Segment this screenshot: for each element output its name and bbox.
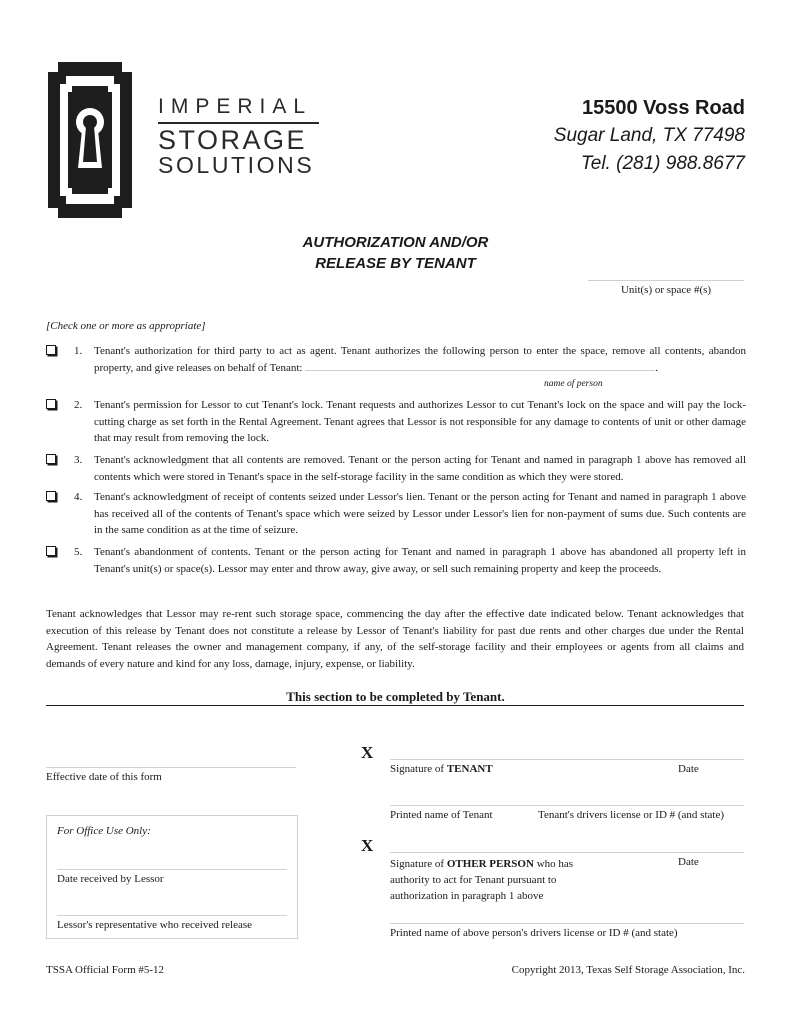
option-text: Tenant's abandonment of contents. Tenant or the person acting for Tenant and named in paragraph 1 above has abandoned all property left in Tenant's unit(s) or space(s). Lessor may enter and throw away, give away, or sell such remaining property and keep the proceeds. <box>94 546 746 575</box>
form-title <box>0 232 791 274</box>
city-state-zip: Sugar Land, TX 77498 <box>553 125 745 146</box>
representative-field[interactable] <box>57 915 287 916</box>
brand-line-solutions: SOLUTIONS <box>158 152 315 178</box>
other-printed-label: Printed name of above person's drivers license or ID # (and state) <box>390 927 678 939</box>
keyhole-icon <box>44 60 136 220</box>
office-use-box <box>46 815 298 939</box>
copyright: Copyright 2013, Texas Self Storage Association, Inc. <box>511 964 745 976</box>
option-text: Tenant's acknowledgment of receipt of contents seized under Lessor's lien. Tenant or the person acting for Tenant and named in paragraph 1 above has received all of the contents of Tenant's space which were seized by Lessor under Lessor's lien for non-payment of sums due. Such contents are in the same condition as at the time of seizure. <box>94 491 746 536</box>
date-received-label: Date received by Lessor <box>57 873 164 885</box>
option-cut-lock <box>46 397 746 447</box>
brand-wordmark <box>158 96 319 177</box>
brand-line-storage: STORAGE <box>158 125 308 155</box>
brand-line-imperial: IMPERIAL <box>158 95 313 118</box>
section-heading: This section to be completed by Tenant. <box>286 689 505 704</box>
other-signature-x-mark: X <box>361 836 374 855</box>
tenant-printed-name-field[interactable] <box>390 805 744 806</box>
title-line-2: RELEASE BY TENANT <box>315 255 476 272</box>
office-use-heading: For Office Use Only: <box>57 825 151 837</box>
brand-divider <box>158 122 319 124</box>
effective-date-field[interactable] <box>46 767 296 768</box>
signature-x-mark: X <box>361 743 374 762</box>
checkbox-option-4[interactable] <box>46 491 56 501</box>
checkbox-option-1[interactable] <box>46 345 56 355</box>
option-text: Tenant's authorization for third party to act as agent. Tenant authorizes the following person to enter the space, remove all contents, abandon property, and give releases on behalf of Tenant: <box>94 345 746 374</box>
company-address <box>554 94 745 178</box>
checkbox-option-2[interactable] <box>46 399 56 409</box>
option-text: Tenant's acknowledgment that all contents are removed. Tenant or the person acting for Tenant and named in paragraph 1 above has removed all contents which were stored in Tenant's space in the self-storage facility in the same condition as which they were stored. <box>94 454 746 483</box>
tenant-date-label: Date <box>678 763 699 775</box>
checkbox-option-5[interactable] <box>46 546 56 556</box>
other-printed-field[interactable] <box>390 923 744 924</box>
tenant-license-label: Tenant's drivers license or ID # (and state) <box>538 809 725 821</box>
section-divider <box>46 705 744 706</box>
unit-number-field[interactable] <box>588 280 744 281</box>
option-number: 2. <box>74 399 83 411</box>
option-contents-seized <box>46 489 746 539</box>
phone-number: Tel. (281) 988.8677 <box>580 153 745 174</box>
option-text: Tenant's permission for Lessor to cut Tenant's lock. Tenant requests and authorizes Lessor to cut Tenant's lock on the space and will pay the lock-cutting charge as set forth in the Rental Agreement. Tenant agrees that Lessor is not responsible for any damage to contents of unit or other damage that may result from removing the lock. <box>94 399 746 444</box>
checkbox-option-3[interactable] <box>46 454 56 464</box>
agent-name-field[interactable] <box>305 360 655 371</box>
form-id: TSSA Official Form #5-12 <box>46 964 165 976</box>
other-signature-label: Signature of OTHER PERSON who has authority to act for Tenant pursuant to authorization in paragraph 1 above <box>390 858 574 902</box>
unit-number-label: Unit(s) or space #(s) <box>620 284 712 296</box>
other-signature-field[interactable] <box>390 852 744 853</box>
tenant-printed-name-label: Printed name of Tenant <box>390 809 493 821</box>
option-number: 5. <box>74 546 83 558</box>
effective-date-label: Effective date of this form <box>46 771 162 783</box>
other-date-label: Date <box>678 856 699 868</box>
representative-label: Lessor's representative who received release <box>57 919 252 931</box>
street-address: 15500 Voss Road <box>581 97 745 119</box>
option-abandonment <box>46 544 746 577</box>
option-number: 4. <box>74 491 83 503</box>
tenant-acknowledgment: Tenant acknowledges that Lessor may re-rent such storage space, commencing the day after the effective date indicated below. Tenant acknowledges that execution of this release by Tenant does not constitute a release by Lessor of Tenant's liability for past due rents and other charges due under the Rental Agreement. Tenant releases the owner and management company, if any, of the self-storage facility and their employees or agents from all claims and demands of every nature and kind for any loss, damage, injury, expense, or liability. <box>46 608 744 670</box>
option-third-party-agent: 1. Tenant's authorization for third party to act as agent. Tenant authorizes the following person to enter the space, remove all contents, abandon property, and give releases on behalf of Tenant: . name of person <box>46 343 746 393</box>
date-received-field[interactable] <box>57 869 287 870</box>
option-contents-removed <box>46 452 746 485</box>
title-line-1: AUTHORIZATION AND/OR <box>302 234 489 251</box>
tenant-signature-label: Signature of TENANT <box>390 763 493 775</box>
check-instruction: [Check one or more as appropriate] <box>46 320 206 332</box>
tenant-signature-field[interactable] <box>390 759 744 760</box>
option-number: 3. <box>74 454 83 466</box>
agent-name-caption: name of person <box>544 379 603 389</box>
option-number: 1. <box>74 345 83 357</box>
